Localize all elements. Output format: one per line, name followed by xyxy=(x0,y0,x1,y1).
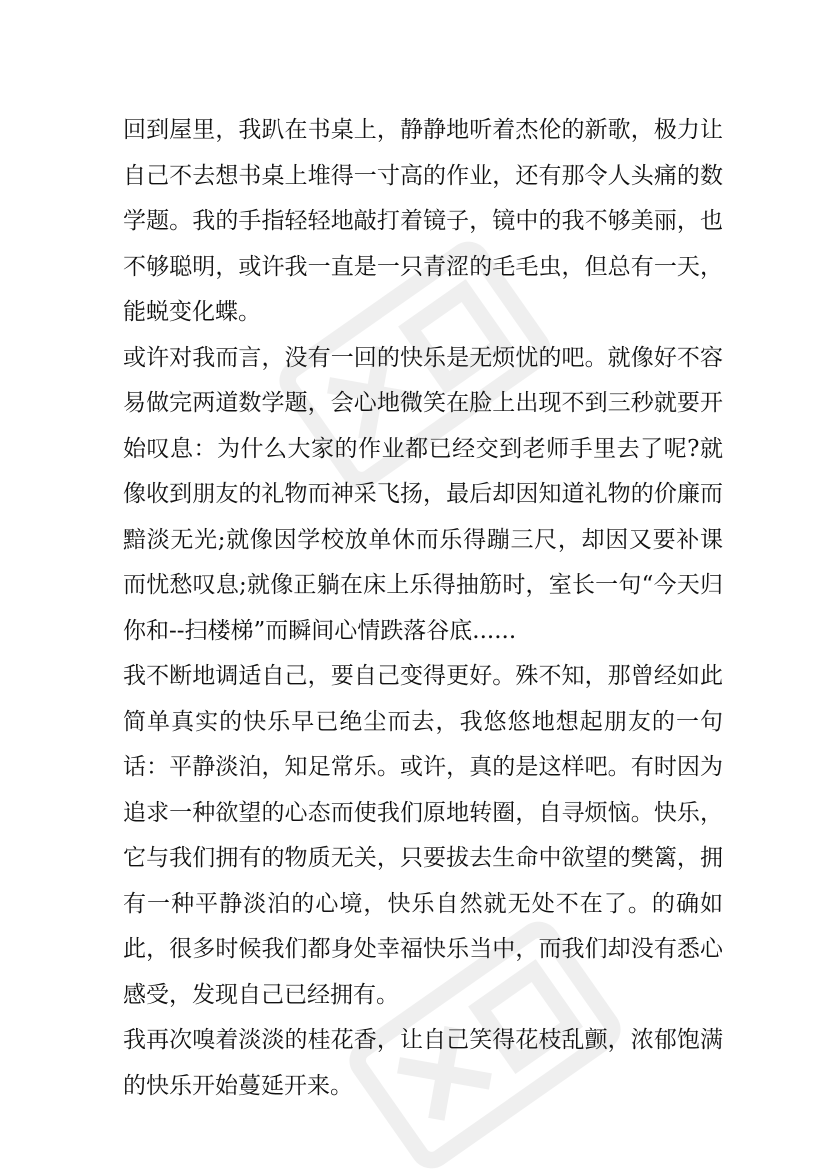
paragraph: 回到屋里，我趴在书桌上，静静地听着杰伦的新歌，极力让自己不去想书桌上堆得一寸高的作业，还有那令人头痛的数学题。我的手指轻轻地敲打着镜子，镜中的我不够美丽，也不够聪明，或许我一直是一只青涩的毛毛虫，但总有一天，能蜕变化蝶。 xyxy=(123,117,723,325)
paragraph: 或许对我而言，没有一回的快乐是无烦忧的吧。就像好不容易做完两道数学题，会心地微笑在脸上出现不到三秒就要开始叹息：为什么大家的作业都已经交到老师手里去了呢?就像收到朋友的礼物而神采飞扬，最后却因知道礼物的价廉而黯淡无光;就像因学校放单休而乐得蹦三尺，却因又要补课而忧愁叹息;就像正躺在床上乐得抽筋时，室长一句“今天归你和--扫楼梯”而瞬间心情跌落谷底...... xyxy=(123,344,723,644)
document-body xyxy=(123,108,723,1109)
paragraph: 我再次嗅着淡淡的桂花香，让自己笑得花枝乱颤，浓郁饱满的快乐开始蔓延开来。 xyxy=(123,1027,723,1099)
paragraph: 我不断地调适自己，要自己变得更好。殊不知，那曾经如此简单真实的快乐早已绝尘而去，我悠悠地想起朋友的一句话：平静淡泊，知足常乐。或许，真的是这样吧。有时因为追求一种欲望的心态而使我们原地转圈，自寻烦恼。快乐，它与我们拥有的物质无关，只要拔去生命中欲望的樊篱，拥有一种平静淡泊的心境，快乐自然就无处不在了。的确如此，很多时候我们都身处幸福快乐当中，而我们却没有悉心感受，发现自己已经拥有。 xyxy=(123,663,723,1008)
